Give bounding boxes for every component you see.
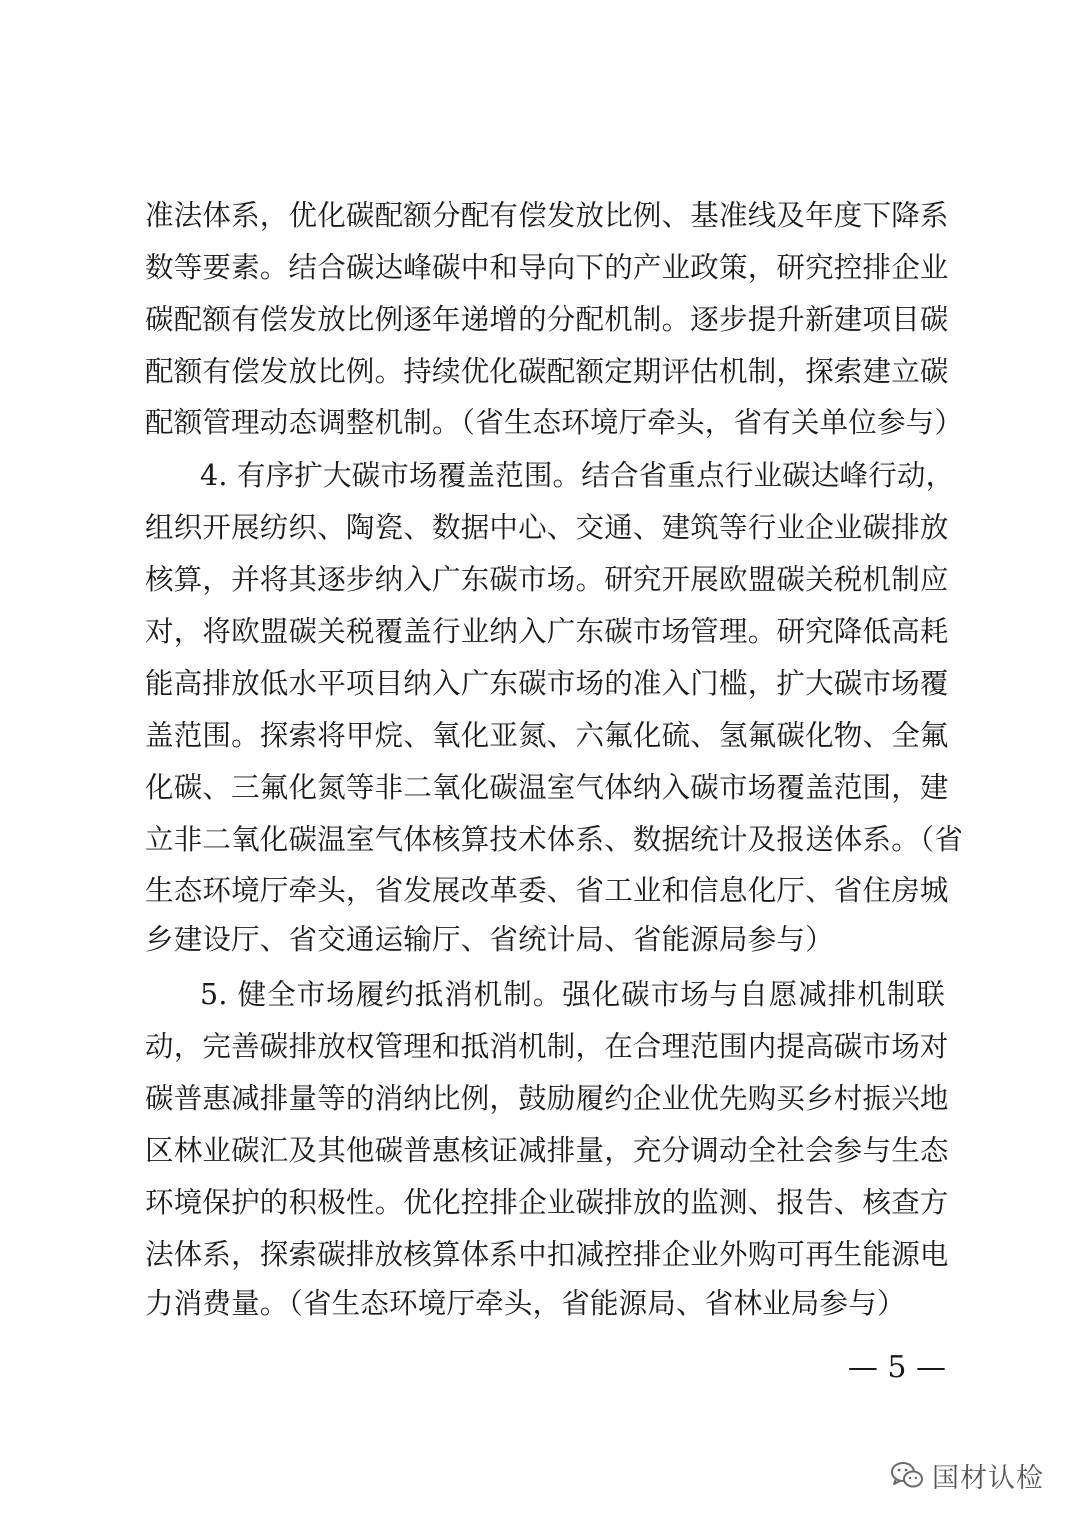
text-line: 对，将欧盟碳关税覆盖行业纳入广东碳市场管理。研究降低高耗 — [145, 615, 949, 648]
text-line: 环境保护的积极性。优化控排企业碳排放的监测、报告、核查方 — [145, 1186, 949, 1219]
text-line: 碳普惠减排量等的消纳比例，鼓励履约企业优先购买乡村振兴地 — [145, 1082, 949, 1115]
wechat-icon — [890, 1460, 924, 1490]
text-line: 数等要素。结合碳达峰碳中和导向下的产业政策，研究控排企业 — [145, 251, 949, 284]
text-line: 5. 健全市场履约抵消机制。强化碳市场与自愿减排机制联 — [200, 978, 945, 1011]
text-line: 乡建设厅、省交通运输厅、省统计局、省能源局参与） — [145, 923, 834, 956]
text-line: 碳配额有偿发放比例逐年递增的分配机制。逐步提升新建项目碳 — [145, 303, 949, 336]
text-line: 组织开展纺织、陶瓷、数据中心、交通、建筑等行业企业碳排放 — [145, 511, 949, 544]
text-line: 法体系，探索碳排放核算体系中扣减控排企业外购可再生能源电 — [145, 1238, 949, 1271]
text-line: 盖范围。探索将甲烷、氧化亚氮、六氟化硫、氢氟碳化物、全氟 — [145, 719, 949, 752]
text-line: 能高排放低水平项目纳入广东碳市场的准入门槛，扩大碳市场覆 — [145, 667, 949, 700]
text-line: 配额管理动态调整机制。（省生态环境厅牵头，省有关单位参与） — [145, 406, 964, 439]
page-number: — 5 — — [847, 1350, 946, 1385]
text-line: 化碳、三氟化氮等非二氧化碳温室气体纳入碳市场覆盖范围，建 — [145, 771, 949, 804]
text-line: 准法体系，优化碳配额分配有偿发放比例、基准线及年度下降系 — [145, 199, 949, 232]
watermark — [890, 1455, 1044, 1495]
text-line: 4. 有序扩大碳市场覆盖范围。结合省重点行业碳达峰行动， — [200, 459, 955, 492]
watermark-text: 国材认检 — [932, 1462, 1044, 1494]
text-line: 配额有偿发放比例。持续优化碳配额定期评估机制，探索建立碳 — [145, 355, 949, 388]
text-line: 力消费量。（省生态环境厅牵头，省能源局、省林业局参与） — [145, 1287, 906, 1320]
text-line: 立非二氧化碳温室气体核算技术体系、数据统计及报送体系。（省 — [145, 823, 964, 856]
text-line: 生态环境厅牵头，省发展改革委、省工业和信息化厅、省住房城 — [145, 874, 949, 907]
text-line: 核算，并将其逐步纳入广东碳市场。研究开展欧盟碳关税机制应 — [145, 563, 949, 596]
text-line: 动，完善碳排放权管理和抵消机制，在合理范围内提高碳市场对 — [145, 1030, 949, 1063]
text-line: 区林业碳汇及其他碳普惠核证减排量，充分调动全社会参与生态 — [145, 1134, 949, 1167]
